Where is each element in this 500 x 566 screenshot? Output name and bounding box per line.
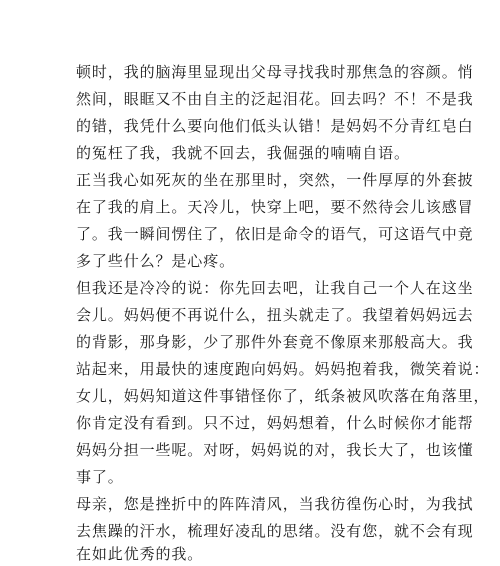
text-line: 顿时，我的脑海里显现出父母寻找我时那焦急的容颜。悄 [76, 63, 474, 81]
text-line: 母亲，您是挫折中的阵阵清风，当我彷徨伤心时，为我拭 [76, 495, 474, 513]
text-line: 在了我的肩上。天冷儿，快穿上吧，要不然待会儿该感冒 [76, 198, 474, 216]
text-line: 的背影，那身影，少了那件外套竟不像原来那般高大。我 [76, 333, 474, 351]
text-line: 但我还是冷冷的说：你先回去吧，让我自己一个人在这坐 [76, 279, 474, 297]
text-line: 的错，我凭什么要向他们低头认错！是妈妈不分青红皂白 [76, 117, 474, 135]
text-line: 的冤枉了我，我就不回去，我倔强的喃喃自语。 [76, 144, 410, 162]
text-line: 正当我心如死灰的坐在那里时，突然，一件厚厚的外套披 [76, 171, 474, 189]
text-line: 在如此优秀的我。 [76, 545, 204, 563]
text-line: 会儿。妈妈便不再说什么，扭头就走了。我望着妈妈远去 [76, 306, 474, 324]
text-line: 了。我一瞬间愣住了，依旧是命令的语气，可这语气中竟 [76, 225, 474, 243]
text-line: 去焦躁的汗水，梳理好凌乱的思绪。没有您，就不会有现 [76, 522, 474, 540]
text-line: 事了。 [76, 468, 124, 486]
text-line: 站起来，用最快的速度跑向妈妈。妈妈抱着我，微笑着说： [76, 360, 490, 378]
text-line: 女儿，妈妈知道这件事错怪你了，纸条被风吹落在角落里， [76, 387, 490, 405]
text-line: 妈妈分担一些呢。对呀，妈妈说的对，我长大了，也该懂 [76, 441, 474, 459]
text-line: 你肯定没有看到。只不过，妈妈想着，什么时候你才能帮 [76, 414, 474, 432]
text-line: 多了些什么？是心疼。 [76, 252, 236, 270]
text-line: 然间，眼眶又不由自主的泛起泪花。回去吗？不！不是我 [76, 90, 474, 108]
